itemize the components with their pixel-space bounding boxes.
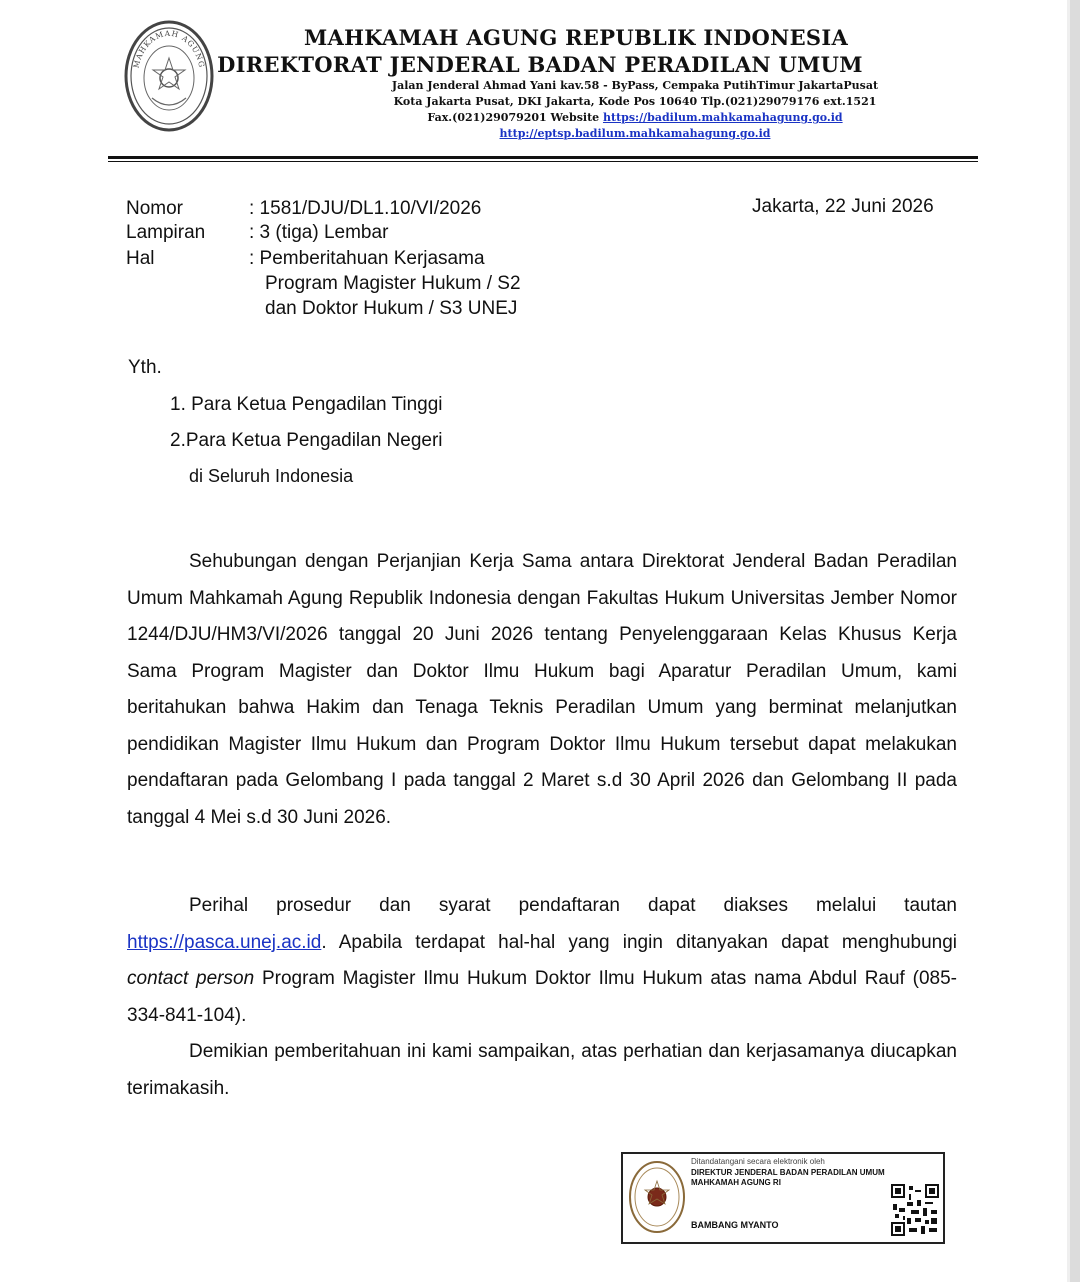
letterhead (217, 24, 915, 142)
recipient-location: di Seluruh Indonesia (189, 466, 354, 486)
letter-date: Jakarta, 22 Juni 2026 (752, 196, 934, 217)
signature-institution: MAHKAMAH AGUNG RI (691, 1178, 781, 1187)
letterhead-subtitle: DIREKTORAT JENDERAL BADAN PERADILAN UMUM (217, 52, 863, 77)
signature-seal-icon (627, 1159, 687, 1235)
hal-label: Hal (126, 248, 155, 269)
lampiran-label: Lampiran (126, 222, 206, 243)
signature-caption: Ditandatangani secara elektronik oleh (691, 1157, 825, 1166)
pasca-unej-link[interactable]: https://pasca.unej.ac.id (127, 931, 322, 953)
hal-value-1: : Pemberitahuan Kerjasama (249, 248, 485, 269)
page-edge (1070, 0, 1080, 1282)
nomor-value: : 1581/DJU/DL1.10/VI/2026 (249, 198, 482, 219)
letterhead-address-2: Kota Jakarta Pusat, DKI Jakarta, Kode Pos 10640 Tlp.(021)29079176 ext.1521 (393, 95, 877, 108)
qr-code-icon (891, 1184, 939, 1236)
letterhead-divider-thick (108, 156, 978, 159)
letterhead-divider-thin (108, 161, 978, 162)
website-link-eptsp[interactable]: http://eptsp.badilum.mahkamahagung.go.id (499, 127, 771, 140)
lampiran-value: : 3 (tiga) Lembar (249, 222, 389, 243)
paragraph-2-text-b: . Apabila terdapat hal-hal yang ingin ditanyakan dapat menghubungi (321, 931, 957, 953)
body-paragraph-1: Sehubungan dengan Perjanjian Kerja Sama antara Direktorat Jenderal Badan Peradilan Umum Mahkamah Agung Republik Indonesia dengan Fakultas Hukum Universitas Jember Nomor 1244/DJU/HM3/VI/2026 tanggal 20 Juni 2026 tentang Penyelenggaraan Kelas Khusus Kerja Sama Program Magister dan Doktor Ilmu Hukum bagi Aparatur Peradilan Umum, kami beritahukan bahwa Hakim dan Tenaga Teknis Peradilan Umum yang berminat melanjutkan pendidikan Magister Ilmu Hukum dan Program Doktor Ilmu Hukum tersebut dapat melakukan pendaftaran pada Gelombang I pada tanggal 2 Maret s.d 30 April 2026 dan Gelombang II pada tanggal 4 Mei s.d 30 Juni 2026. (127, 551, 957, 828)
hal-value-3: dan Doktor Hukum / S3 UNEJ (265, 298, 518, 319)
nomor-label: Nomor (126, 198, 184, 219)
fax-website-label: Fax.(021)29079201 Website (427, 111, 603, 124)
paragraph-2-text-c: Program Magister Ilmu Hukum Doktor Ilmu Hukum atas nama Abdul Rauf (085-334-841-104). (127, 968, 957, 1026)
electronic-signature-box (621, 1152, 945, 1244)
letterhead-address-1: Jalan Jenderal Ahmad Yani kav.58 - ByPass, Cempaka PutihTimur JakartaPusat (391, 79, 879, 92)
paragraph-2-text-a: Perihal prosedur dan syarat pendaftaran dapat diakses melalui tautan (189, 895, 957, 916)
recipient-item-2: 2.Para Ketua Pengadilan Negeri (170, 430, 443, 451)
website-link-badilum[interactable]: https://badilum.mahkamahagung.go.id (602, 111, 843, 124)
signature-position: DIREKTUR JENDERAL BADAN PERADILAN UMUM (691, 1168, 885, 1177)
salutation: Yth. (128, 357, 162, 378)
letterhead-address-3 (355, 110, 915, 126)
signatory-name: BAMBANG MYANTO (691, 1220, 779, 1230)
body-paragraph-2 (127, 888, 957, 1034)
hal-value-2: Program Magister Hukum / S2 (265, 273, 521, 294)
svg-text:MAHKAMAH AGUNG: MAHKAMAH AGUNG (131, 28, 207, 69)
recipient-item-1: 1. Para Ketua Pengadilan Tinggi (170, 394, 443, 415)
body-paragraph-3: Demikian pemberitahuan ini kami sampaikan, atas perhatian dan kerjasamanya diucapkan terimakasih. (127, 1041, 957, 1099)
letterhead-address-4 (355, 126, 915, 142)
contact-person-italic: contact person (127, 968, 255, 989)
letterhead-title: MAHKAMAH AGUNG REPUBLIK INDONESIA (303, 25, 849, 50)
